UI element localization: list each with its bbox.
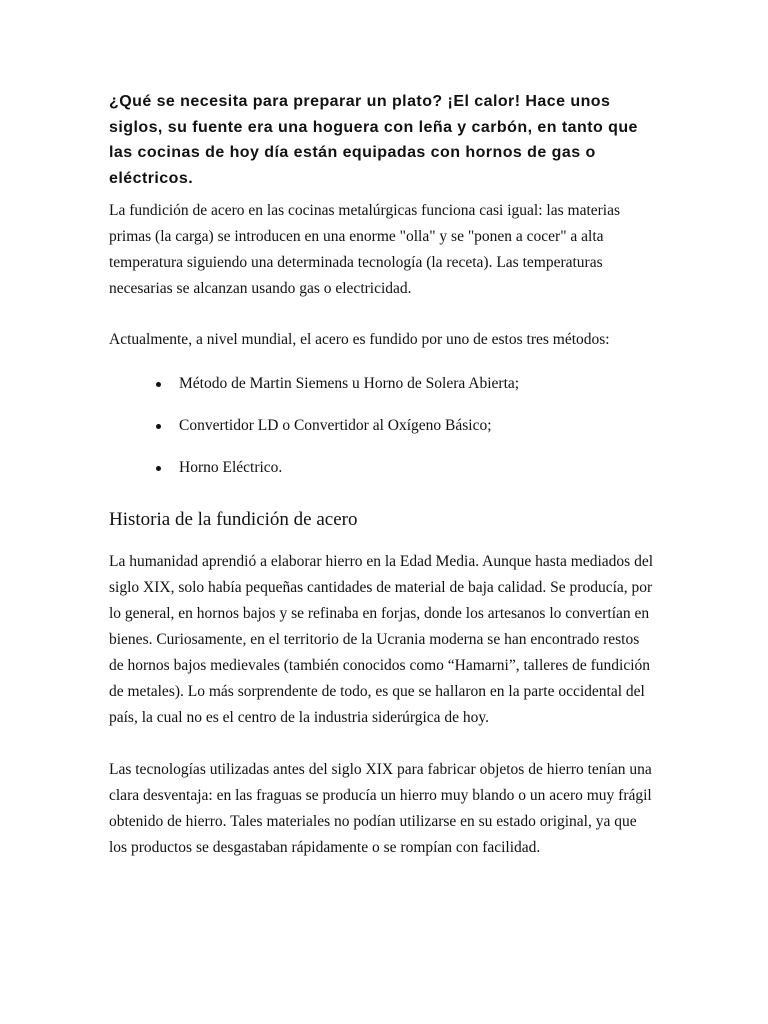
list-item-method-1 xyxy=(109,371,657,413)
paragraph-steel-kitchen: La fundición de acero en las cocinas metalúrgicas funciona casi igual: las materias primas (la carga) se introducen en una enorme "olla" y se "ponen a cocer" a alta temperatura siguiendo una determinada tecnología (la receta). Las temperaturas necesarias se alcanzan usando gas o electricidad. xyxy=(109,202,621,298)
document-page xyxy=(109,89,657,861)
methods-list xyxy=(109,371,657,497)
list-item-method-3 xyxy=(109,455,657,497)
paragraph-technologies: Las tecnologías utilizadas antes del siglo XIX para fabricar objetos de hierro tenían una clara desventaja: en las fraguas se producía un hierro muy blando o un acero muy frágil obtenido de hierro. Tales materiales no podían utilizarse en su estado original, ya que los productos se desgastaban rápidamente o se rompían con facilidad. xyxy=(109,761,652,857)
intro-paragraph: ¿Qué se necesita para preparar un plato? ¡El calor! Hace unos siglos, su fuente era una hoguera con leña y carbón, en tanto que las cocinas de hoy día están equipadas con hornos de gas o eléctricos. xyxy=(109,93,638,187)
method-label: Método de Martin Siemens u Horno de Solera Abierta; xyxy=(179,375,520,393)
section-title: Historia de la fundición de acero xyxy=(109,509,358,531)
method-label: Horno Eléctrico. xyxy=(179,459,283,477)
bullet-icon xyxy=(156,382,161,387)
paragraph-methods-intro: Actualmente, a nivel mundial, el acero es fundido por uno de estos tres métodos: xyxy=(109,331,610,349)
paragraph-history: La humanidad aprendió a elaborar hierro en la Edad Media. Aunque hasta mediados del siglo XIX, solo había pequeñas cantidades de material de baja calidad. Se producía, por lo general, en hornos bajos y se refinaba en forjas, donde los artesanos lo convertían en bienes. Curiosamente, en el territorio de la Ucrania moderna se han encontrado restos de hornos bajos medievales (también conocidos como “Hamarni”, talleres de fundición de metales). Lo más sorprendente de todo, es que se hallaron en la parte occidental del país, la cual no es el centro de la industria siderúrgica de hoy. xyxy=(109,553,654,727)
method-label: Convertidor LD o Convertidor al Oxígeno Básico; xyxy=(179,417,492,435)
bullet-icon xyxy=(156,424,161,429)
list-item-method-2 xyxy=(109,413,657,455)
bullet-icon xyxy=(156,466,161,471)
